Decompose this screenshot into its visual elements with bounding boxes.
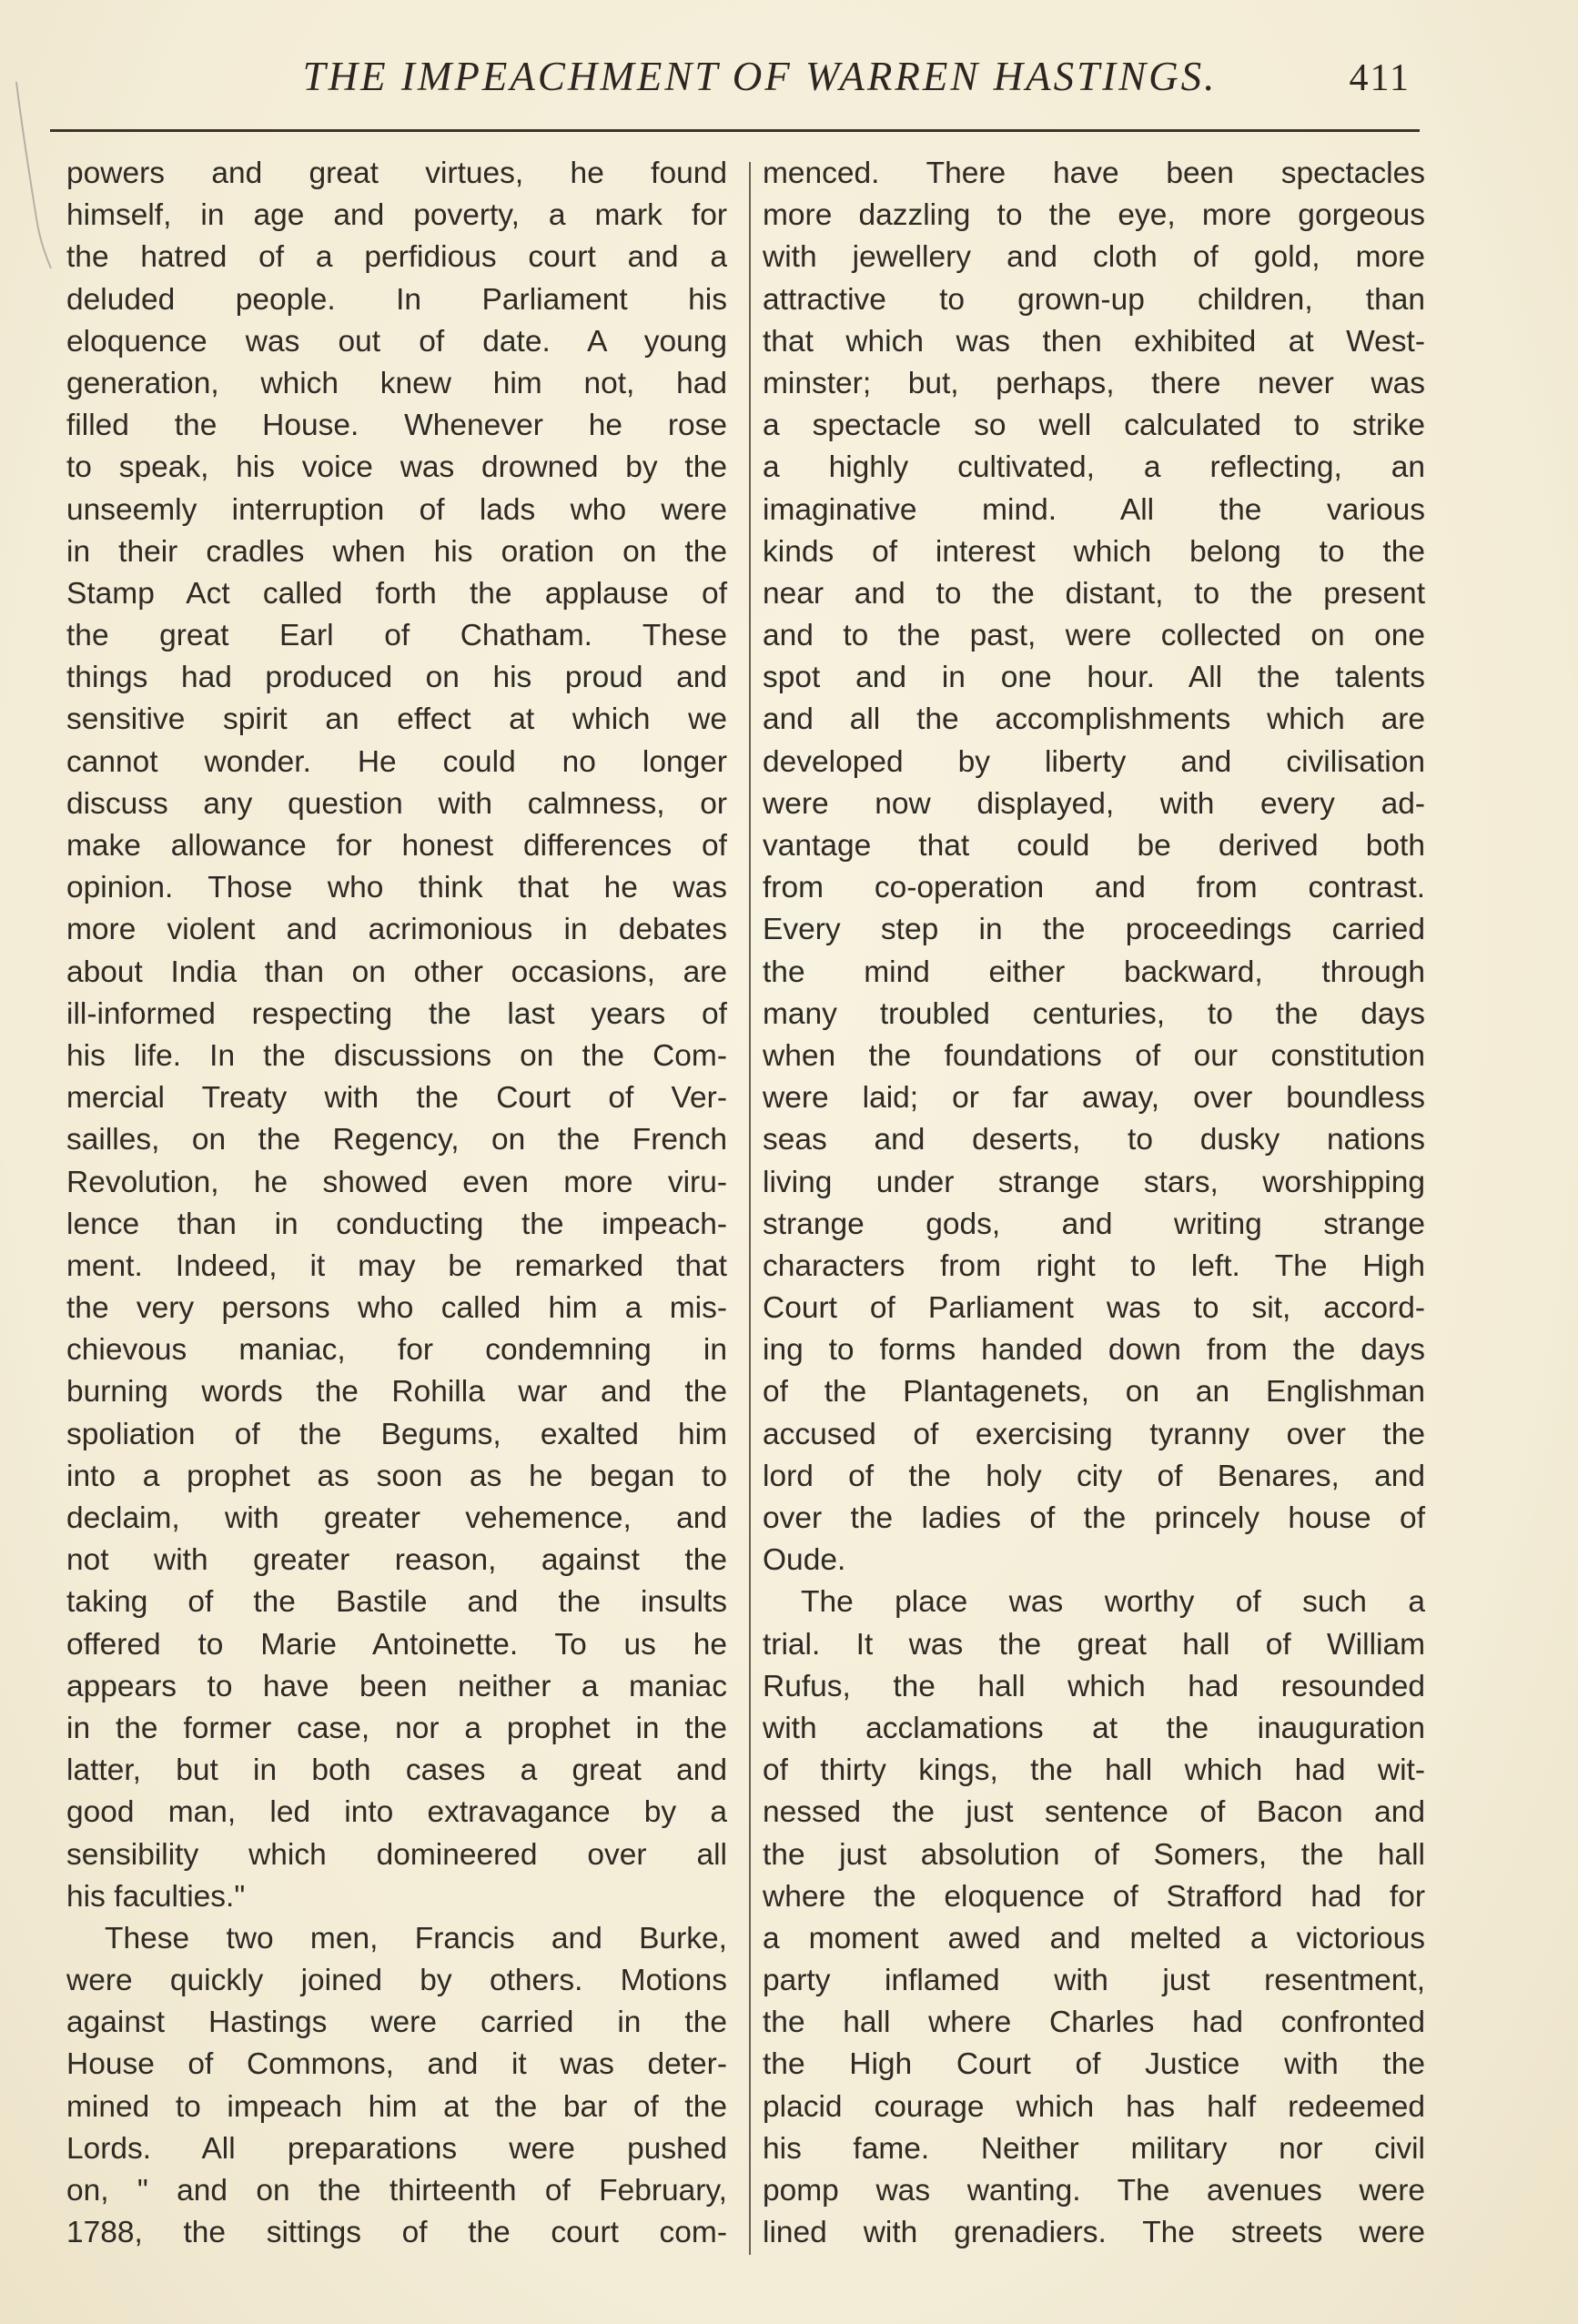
text-line: spoliation of the Begums, exalted him: [66, 1417, 727, 1451]
text-line: his life. In the discussions on the Com-: [66, 1038, 727, 1073]
margin-pencil-mark: [9, 73, 64, 273]
text-line: a moment awed and melted a victorious: [763, 1921, 1425, 1955]
text-line: trial. It was the great hall of William: [763, 1627, 1425, 1662]
text-line: imaginative mind. All the various: [763, 492, 1425, 527]
text-line: his fame. Neither military nor civil: [763, 2131, 1425, 2166]
text-line: to speak, his voice was drowned by the: [66, 450, 727, 485]
text-line: appears to have been neither a maniac: [66, 1669, 727, 1703]
text-line: unseemly interruption of lads who were: [66, 492, 727, 527]
text-line: the hall where Charles had confronted: [763, 2006, 1425, 2040]
text-line: more violent and acrimonious in debates: [66, 913, 727, 947]
text-line: minster; but, perhaps, there never was: [763, 366, 1425, 400]
text-line: 1788, the sittings of the court com-: [66, 2216, 727, 2250]
text-line: when the foundations of our constitution: [763, 1038, 1425, 1073]
text-line: ing to forms handed down from the days: [763, 1333, 1425, 1368]
text-line: filled the House. Whenever he rose: [66, 409, 727, 443]
text-line: near and to the distant, to the present: [763, 576, 1425, 611]
text-line: more dazzling to the eye, more gorgeous: [763, 198, 1425, 233]
text-line: Court of Parliament was to sit, accord-: [763, 1291, 1425, 1326]
left-column: [66, 153, 727, 2254]
text-line: lined with grenadiers. The streets were: [763, 2216, 1425, 2250]
text-line: sensitive spirit an effect at which we: [66, 702, 727, 737]
text-line: his faculties.": [66, 1879, 246, 1914]
text-line: characters from right to left. The High: [763, 1248, 1425, 1283]
text-line: Rufus, the hall which had resounded: [763, 1669, 1425, 1703]
text-line: where the eloquence of Strafford had for: [763, 1879, 1425, 1914]
text-line: about India than on other occasions, are: [66, 955, 727, 989]
text-line: mercial Treaty with the Court of Ver-: [66, 1081, 727, 1116]
text-line: many troubled centuries, to the days: [763, 996, 1425, 1031]
text-line: pomp was wanting. The avenues were: [763, 2174, 1425, 2208]
text-line: things had produced on his proud and: [66, 661, 727, 695]
text-line: in their cradles when his oration on the: [66, 534, 727, 569]
text-line: declaim, with greater vehemence, and: [66, 1501, 727, 1535]
text-line: Revolution, he showed even more viru-: [66, 1165, 727, 1199]
text-line: Oude.: [763, 1543, 846, 1578]
text-line: himself, in age and poverty, a mark for: [66, 198, 727, 233]
text-line: mined to impeach him at the bar of the: [66, 2089, 727, 2124]
text-line: a spectacle so well calculated to strike: [763, 409, 1425, 443]
text-line: sensibility which domineered over all: [66, 1837, 727, 1872]
text-line: discuss any question with calmness, or: [66, 786, 727, 821]
text-line: the hatred of a perfidious court and a: [66, 240, 727, 275]
text-line: lence than in conducting the impeach-: [66, 1207, 727, 1241]
text-line: menced. There have been spectacles: [763, 157, 1425, 190]
text-line: placid courage which has half redeemed: [763, 2089, 1425, 2124]
text-line: in the former case, nor a prophet in the: [66, 1711, 727, 1745]
right-column: [763, 153, 1425, 2254]
text-line: were now displayed, with every ad-: [763, 786, 1425, 821]
text-line: living under strange stars, worshipping: [763, 1165, 1425, 1199]
text-line: over the ladies of the princely house of: [763, 1501, 1425, 1535]
text-line: the great Earl of Chatham. These: [66, 619, 727, 653]
text-line: with jewellery and cloth of gold, more: [763, 240, 1425, 275]
text-line: good man, led into extravagance by a: [66, 1795, 727, 1830]
text-line: the just absolution of Somers, the hall: [763, 1837, 1425, 1872]
text-line: the mind either backward, through: [763, 955, 1425, 989]
text-line: lord of the holy city of Benares, and: [763, 1459, 1425, 1493]
text-line: and all the accomplishments which are: [763, 702, 1425, 737]
text-line: ill-informed respecting the last years of: [66, 996, 727, 1031]
header-rule: [50, 129, 1420, 132]
text-line: party inflamed with just resentment,: [763, 1964, 1425, 1998]
text-line: Every step in the proceedings carried: [763, 913, 1425, 947]
text-line: on, " and on the thirteenth of February,: [66, 2174, 727, 2208]
text-line: not with greater reason, against the: [66, 1543, 727, 1578]
text-line: were laid; or far away, over boundless: [763, 1081, 1425, 1116]
text-line: with acclamations at the inauguration: [763, 1711, 1425, 1745]
text-line: developed by liberty and civilisation: [763, 744, 1425, 779]
column-divider: [749, 162, 751, 2255]
text-line: kinds of interest which belong to the: [763, 534, 1425, 569]
text-line: attractive to grown-up children, than: [763, 282, 1425, 317]
text-line: These two men, Francis and Burke,: [105, 1921, 727, 1955]
text-line: spot and in one hour. All the talents: [763, 661, 1425, 695]
text-line: offered to Marie Antoinette. To us he: [66, 1627, 727, 1662]
text-line: sailles, on the Regency, on the French: [66, 1123, 727, 1157]
text-line: accused of exercising tyranny over the: [763, 1417, 1425, 1451]
text-line: powers and great virtues, he found: [66, 157, 727, 190]
text-line: ment. Indeed, it may be remarked that: [66, 1248, 727, 1283]
running-header: [209, 53, 1411, 116]
text-line: taking of the Bastile and the insults: [66, 1585, 727, 1620]
text-line: the High Court of Justice with the: [763, 2047, 1425, 2082]
text-line: eloquence was out of date. A young: [66, 324, 727, 359]
text-line: and to the past, were collected on one: [763, 619, 1425, 653]
text-line: against Hastings were carried in the: [66, 2006, 727, 2040]
text-line: latter, but in both cases a great and: [66, 1753, 727, 1788]
text-line: generation, which knew him not, had: [66, 366, 727, 400]
text-line: The place was worthy of such a: [801, 1585, 1425, 1620]
text-line: Stamp Act called forth the applause of: [66, 576, 727, 611]
text-line: vantage that could be derived both: [763, 829, 1425, 863]
text-line: make allowance for honest differences of: [66, 829, 727, 863]
text-line: chievous maniac, for condemning in: [66, 1333, 727, 1368]
text-line: were quickly joined by others. Motions: [66, 1964, 727, 1998]
text-line: from co-operation and from contrast.: [763, 871, 1425, 905]
page-number: 411: [1349, 57, 1411, 99]
text-line: of thirty kings, the hall which had wit-: [763, 1753, 1425, 1788]
text-line: opinion. Those who think that he was: [66, 871, 727, 905]
text-line: of the Plantagenets, on an Englishman: [763, 1375, 1425, 1410]
text-line: burning words the Rohilla war and the: [66, 1375, 727, 1410]
text-line: into a prophet as soon as he began to: [66, 1459, 727, 1493]
running-title: THE IMPEACHMENT OF WARREN HASTINGS.: [302, 54, 1218, 99]
text-line: a highly cultivated, a reflecting, an: [763, 450, 1425, 485]
text-line: cannot wonder. He could no longer: [66, 744, 727, 779]
text-line: the very persons who called him a mis-: [66, 1291, 727, 1326]
text-line: deluded people. In Parliament his: [66, 282, 727, 317]
text-line: that which was then exhibited at West-: [763, 324, 1425, 359]
text-line: Lords. All preparations were pushed: [66, 2131, 727, 2166]
text-line: nessed the just sentence of Bacon and: [763, 1795, 1425, 1830]
text-line: seas and deserts, to dusky nations: [763, 1123, 1425, 1157]
text-line: strange gods, and writing strange: [763, 1207, 1425, 1241]
text-line: House of Commons, and it was deter-: [66, 2047, 727, 2082]
